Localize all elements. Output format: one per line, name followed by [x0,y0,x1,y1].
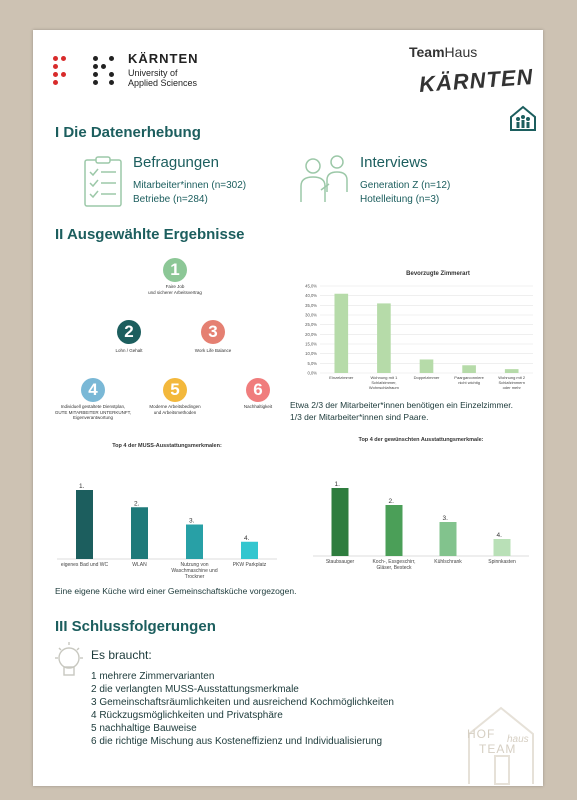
interviews-item-1: Generation Z (n=12) [360,180,451,191]
factor-1-circle: 1 [163,258,187,282]
house-watermark-icon [459,696,543,786]
factor-6-label: Nachhaltigkeit [243,404,273,409]
rank-label: 3. [442,515,448,522]
interviews-title: Interviews [360,154,428,171]
y-tick-label: 15,0% [305,341,317,347]
factor-2-circle: 2 [117,320,141,344]
teamhaus-haus: Haus [444,44,478,60]
bar [332,488,349,556]
bar [186,525,203,560]
logo-dot [109,72,114,77]
rank-label: 1. [334,481,340,488]
factor-3-circle: 3 [201,320,225,344]
conclusions-list [91,670,394,748]
conclusion-3: 3 Gemeinschaftsräumlichkeiten und ausreichend Kochmöglichkeiten [91,697,394,708]
rank-label: 2. [134,500,140,508]
watermark-hof: HOF [467,727,496,741]
conclusion-2: 2 die verlangten MUSS-Ausstattungsmerkmale [91,684,299,695]
teamhaus-team: Team [409,44,445,60]
rank-label: 2. [388,498,394,505]
rank-label: 1. [79,483,85,490]
factor-5-circle: 5 [163,378,187,402]
x-tick-label: Doppelzimmer [413,375,440,380]
logo-dot [93,72,98,77]
watermark-haus: haus [507,734,529,745]
logo-dot [109,80,114,85]
y-tick-label: 30,0% [305,312,317,318]
y-tick-label: 25,0% [305,322,317,328]
factor-1-label: Faire Job und sicherer Arbeitsvertrag [148,284,202,295]
logo-dot [93,56,98,61]
y-tick-label: 5,0% [307,360,317,366]
chart-title: Bevorzugte Zimmerart [406,271,470,277]
zimmer-note-1 [290,400,513,410]
bar [131,507,148,559]
bar [386,505,403,556]
university-sub1: University of [128,68,178,78]
logo-dot [53,56,58,61]
zimmer-note-1-text: Etwa 2/3 der Mitarbeiter*innen benötigen ein Einzelzimmer. [290,400,514,410]
section1-title: I Die Datenerhebung [55,124,201,141]
chart-title: Top 4 der MUSS-Ausstattungsmerkmalen: [112,443,222,449]
logo-dot [61,56,66,61]
zimmerart-chart [288,266,538,396]
section2-title: II Ausgewählte Ergebnisse [55,226,245,243]
bar [505,369,519,373]
y-tick-label: 0,0% [307,370,317,376]
y-tick-label: 45,0% [305,283,317,289]
x-tick-label: Einzelzimmer [329,375,354,380]
factor-4-circle: 4 [81,378,105,402]
section3-title: III Schlussfolgerungen [55,618,216,635]
zimmer-note-2: 1/3 der Mitarbeiter*innen sind Paare. [290,412,429,422]
logo-dot [93,64,98,69]
x-tick-label: Koch-, Essgeschirr, Gläser, Besteck [372,559,416,571]
rank-label: 3. [189,517,195,525]
logo-dot [53,80,58,85]
x-tick-label: Kühlschrank [434,559,462,565]
bar [494,539,511,556]
wunsch-chart [303,432,539,582]
factor-6-circle: 6 [246,378,270,402]
x-tick-label: Wohnung mit 1 Schlafzimmer, Wohnschlafraum [368,375,399,390]
rank-label: 4. [244,534,250,542]
factor-4-label: Individuell gestaltete Dienstplan, GUTE MITARBEITER UNTERKUNFT, Eigenverantwortung [54,404,132,420]
muss-chart [47,438,287,578]
x-tick-label: Spinnkasten [488,559,516,565]
teamhaus-logo [403,42,538,132]
bar [241,542,258,559]
bar [76,490,93,559]
bar [334,294,348,373]
conclusion-5: 5 nachhaltige Bauweise [91,723,197,734]
logo-dot [61,72,66,77]
watermark-team: TEAM [479,742,517,756]
factor-2-label: Lohn / Gehalt [115,348,143,353]
bar [440,522,457,556]
x-tick-label: eigenes Bad und WC [60,562,109,568]
teamhaus-kaernten: KÄRNTEN [418,64,535,97]
y-tick-label: 40,0% [305,293,317,299]
checklist-icon [79,154,127,210]
factor-5-label: Moderne Arbeitsbedingen und Arbeitsmethoden [149,404,201,415]
befragungen-title: Befragungen [133,154,219,171]
kueche-note: Eine eigene Küche wird einer Gemeinschaftsküche vorgezogen. [55,586,297,596]
y-tick-label: 35,0% [305,302,317,308]
x-tick-label: Paargarconniere nicht wichtig [454,375,484,385]
university-sub2: Applied Sciences [128,78,198,88]
logo-dot-grid [53,50,123,90]
x-tick-label: Staubsauger [325,559,355,565]
x-tick-label: Wohnung mit 2 Schlafzimmern oder mehr [498,375,526,390]
befragungen-item-1: Mitarbeiter*innen (n=302) [133,180,247,191]
logo-dot [109,56,114,61]
rank-label: 4. [496,532,502,539]
poster [33,30,543,786]
conclusion-1: 1 mehrere Zimmervarianten [91,671,215,682]
logo-dot [53,72,58,77]
university-name: KÄRNTEN [128,51,199,66]
bar [462,365,476,373]
bar [420,359,434,373]
logo-dot [101,64,106,69]
factor-3-label: Work Life Balance [194,348,232,353]
bar [377,303,391,373]
lightbulb-icon [51,640,87,684]
section3-lead: Es braucht: [91,648,152,662]
y-tick-label: 10,0% [305,351,317,357]
teamhaus-house-icon [508,104,538,132]
interviews-item-2: Hotelleitung (n=3) [360,194,440,205]
chart-title: Top 4 der gewünschten Ausstattungsmerkmale: [358,437,484,443]
x-tick-label: WLAN [132,562,147,568]
university-logo [53,50,233,90]
y-tick-label: 20,0% [305,331,317,337]
conclusion-6: 6 die richtige Mischung aus Kosteneffizienz und Individualisierung [91,736,383,747]
logo-dot [93,80,98,85]
befragungen-item-2: Betriebe (n=284) [133,194,208,205]
x-tick-label: PKW Parkplatz [232,562,267,568]
interview-people-icon [295,152,355,208]
x-tick-label: Nutzung von Waschmaschine und Trockner [171,562,218,578]
conclusion-4: 4 Rückzugsmöglichkeiten und Privatsphäre [91,710,283,721]
logo-dot [53,64,58,69]
